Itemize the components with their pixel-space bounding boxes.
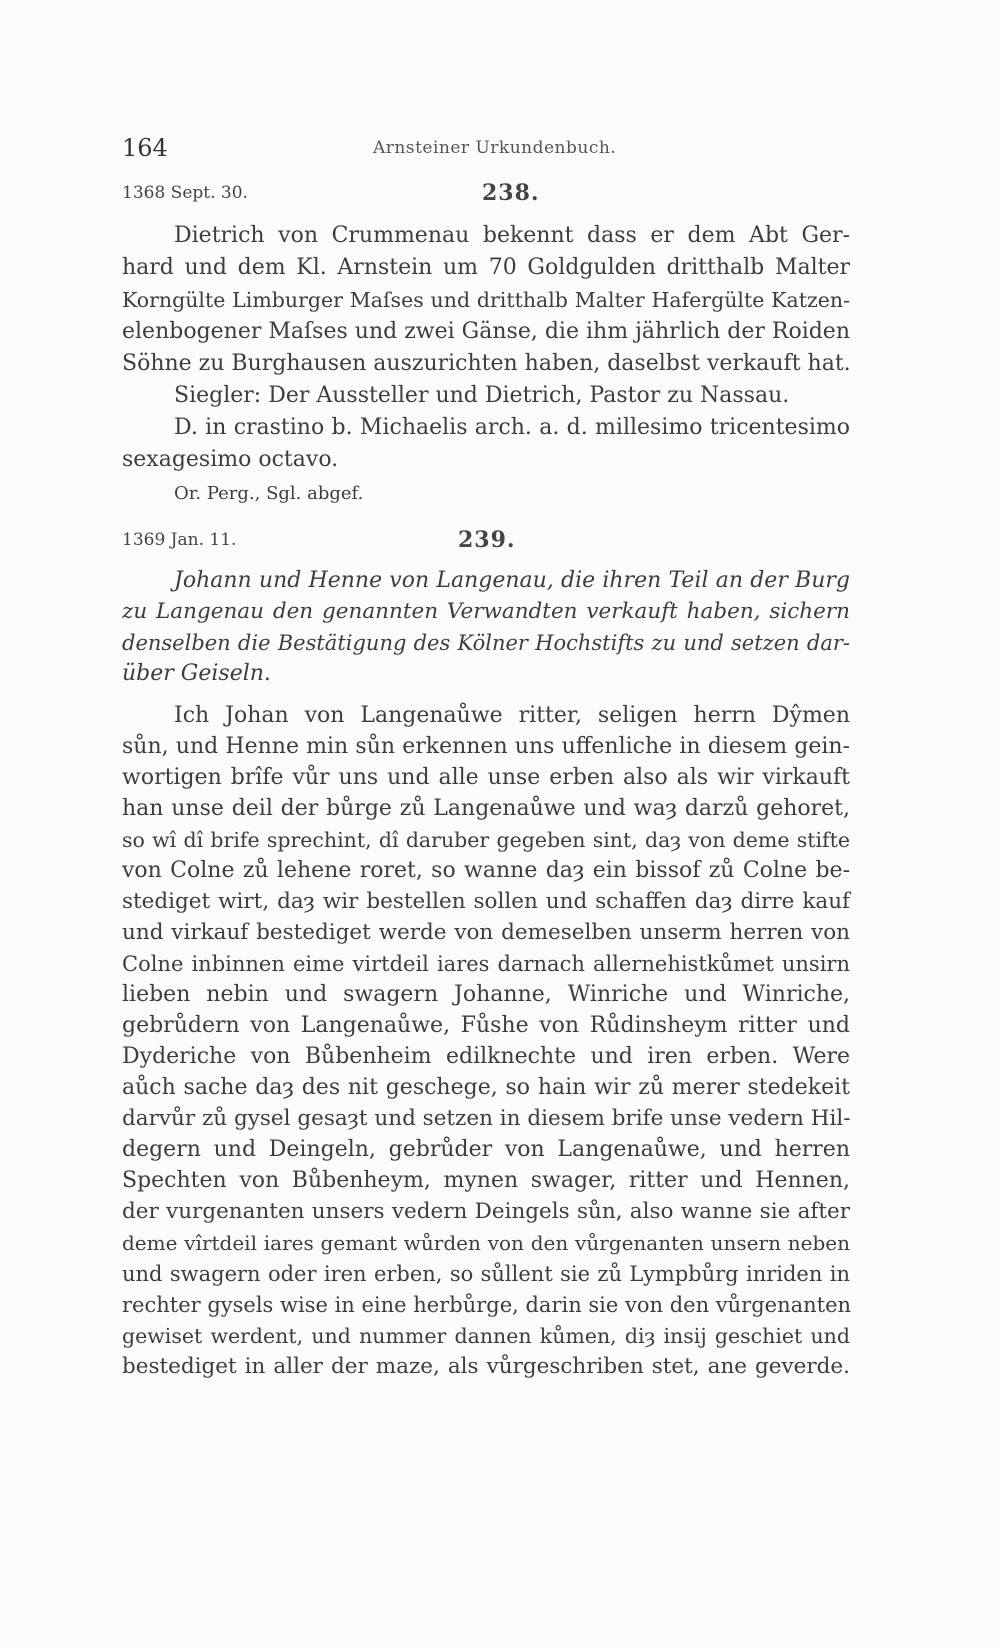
summary-line: denselben die Bestätigung des Kölner Hochstifts zu und setzen dar- [122, 631, 850, 655]
text-line: Colne inbinnen eime virtdeil iares darnach allernehistkůmet unsirn [122, 952, 850, 976]
source-note: Or. Perg., Sgl. abgef. [174, 483, 364, 504]
document-number: 239. [458, 527, 516, 553]
text-line: Spechten von Bůbenheym, mynen swager, ritter und Hennen, [122, 1168, 850, 1193]
text-line: und virkauf bestediget werde von demeselben unserm herren von [122, 920, 850, 945]
text-line: sůn, und Henne min sůn erkennen uns uffenliche in diesem gein- [122, 734, 850, 759]
summary-line: hard und dem Kl. Arnstein um 70 Goldgulden dritthalb Malter [122, 255, 850, 280]
text-line: gebrůdern von Langenaůwe, Fůshe von Růdinsheym ritter und [122, 1013, 850, 1038]
text-line: lieben nebin und swagern Johanne, Winriche und Winriche, [122, 982, 850, 1007]
text-line: gewiset werdent, und nummer dannen kůmen, diȝ insij geschiet und [122, 1324, 850, 1348]
summary-line: Korngülte Limburger Maſses und dritthalb Malter Hafergülte Katzen- [122, 288, 850, 312]
page-number: 164 [122, 134, 168, 162]
text-line: wortigen brîfe vůr uns und alle unse erben also als wir virkauft [122, 765, 850, 790]
summary-line: Söhne zu Burghausen auszurichten haben, daselbst verkauft hat. [122, 351, 851, 376]
text-line: so wî dî brife sprechint, dî daruber gegeben sint, daȝ von deme stifte [122, 828, 850, 852]
text-line: deme vîrtdeil iares gemant wůrden von den vůrgenanten unsern neben [122, 1231, 850, 1255]
document-date: 1369 Jan. 11. [122, 530, 237, 550]
siegler-note: Siegler: Der Aussteller und Dietrich, Pastor zu Nassau. [174, 383, 790, 408]
text-line: Ich Johan von Langenaůwe ritter, seligen herrn Dŷmen [174, 703, 850, 728]
text-line: rechter gysels wise in eine herbůrge, darin sie von den vůrgenanten [122, 1293, 852, 1317]
text-line: aůch sache daȝ des nit geschege, so hain wir zů merer stedekeit [122, 1075, 850, 1100]
text-line: bestediget in aller der maze, als vůrgeschriben stet, ane geverde. [122, 1354, 850, 1379]
text-line: und swagern oder iren erben, so sůllent sie zů Lympbůrg inriden in [122, 1262, 850, 1286]
text-line: der vurgenanten unsers vedern Deingels sůn, also wanne sie after [122, 1199, 850, 1224]
summary-line: Johann und Henne von Langenau, die ihren Teil an der Burg [174, 568, 850, 593]
summary-line: elenbogener Maſses und zwei Gänse, die ihm jährlich der Roiden [122, 319, 850, 344]
datum-line: sexagesimo octavo. [122, 447, 339, 472]
summary-line: über Geiseln. [122, 661, 271, 686]
text-line: Dyderiche von Bůbenheim edilknechte und iren erben. Were [122, 1044, 850, 1069]
document-number: 238. [482, 180, 540, 206]
text-line: darvůr zů gysel gesaȝt und setzen in diesem brife unse vedern Hil- [122, 1106, 851, 1131]
text-line: han unse deil der bůrge zů Langenaůwe und waȝ darzů gehoret, [122, 796, 850, 821]
text-line: von Colne zů lehene roret, so wanne daȝ ein bissof zů Colne be- [122, 858, 850, 883]
running-title: Arnsteiner Urkundenbuch. [373, 138, 617, 158]
text-line: degern und Deingeln, gebrůder von Langenaůwe, und herren [122, 1137, 850, 1162]
document-date: 1368 Sept. 30. [122, 183, 248, 203]
summary-line: zu Langenau den genannten Verwandten verkauft haben, sichern [122, 599, 850, 624]
text-line: stediget wirt, daȝ wir bestellen sollen und schaffen daȝ dirre kauf [122, 889, 850, 914]
datum-line: D. in crastino b. Michaelis arch. a. d. millesimo tricentesimo [174, 415, 850, 440]
summary-line: Dietrich von Crummenau bekennt dass er dem Abt Ger- [174, 223, 850, 248]
